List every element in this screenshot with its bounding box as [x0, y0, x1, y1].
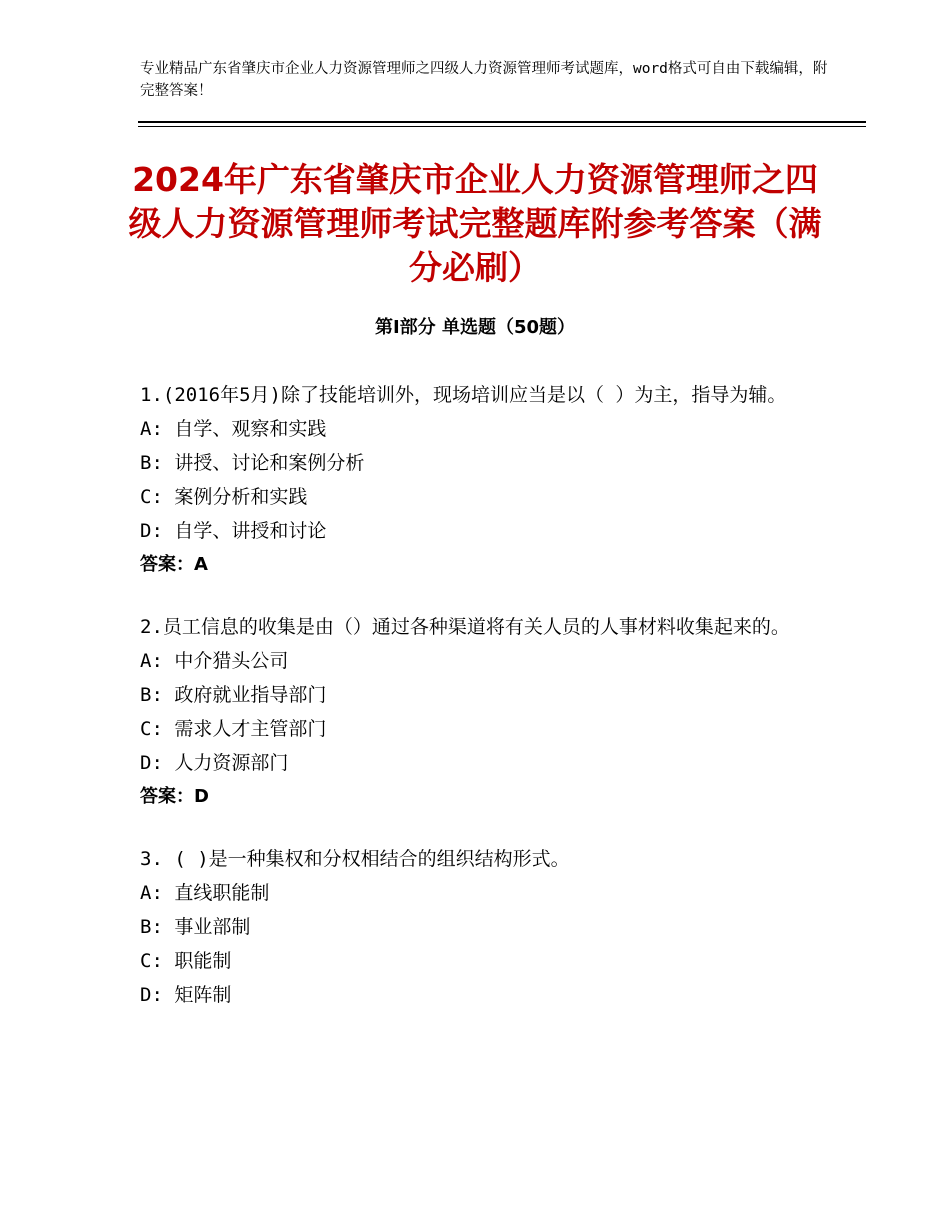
- question-stem: 2.员工信息的收集是由（）通过各种渠道将有关人员的人事材料收集起来的。: [140, 616, 790, 638]
- option-d: D: 人力资源部门: [140, 752, 289, 774]
- option-c: C: 职能制: [140, 950, 232, 972]
- answer: 答案：A: [140, 554, 208, 575]
- option-d: D: 矩阵制: [140, 984, 232, 1006]
- header-rule-thin: [138, 126, 866, 127]
- option-a: A: 中介猎头公司: [140, 650, 289, 672]
- question-1: [140, 378, 820, 582]
- option-d: D: 自学、讲授和讨论: [140, 520, 327, 542]
- option-b: B: 政府就业指导部门: [140, 684, 327, 706]
- option-a: A: 直线职能制: [140, 882, 270, 904]
- header-note: 专业精品广东省肇庆市企业人力资源管理师之四级人力资源管理师考试题库，word格式可自由下载编辑，附完整答案！: [140, 61, 828, 99]
- section-heading: 第Ⅰ部分 单选题（50题）: [374, 317, 575, 338]
- option-b: B: 事业部制: [140, 916, 251, 938]
- option-c: C: 需求人才主管部门: [140, 718, 327, 740]
- answer: 答案：D: [140, 786, 209, 807]
- header-rule-thick: [138, 121, 866, 123]
- option-a: A: 自学、观察和实践: [140, 418, 327, 440]
- document-title: 2024年广东省肇庆市企业人力资源管理师之四级人力资源管理师考试完整题库附参考答案（满分必刷）: [128, 160, 822, 287]
- question-stem: 3. ( )是一种集权和分权相结合的组织结构形式。: [140, 848, 570, 870]
- option-c: C: 案例分析和实践: [140, 486, 308, 508]
- question-2: [140, 610, 820, 814]
- option-b: B: 讲授、讨论和案例分析: [140, 452, 365, 474]
- question-3: [140, 842, 820, 1012]
- question-stem: 1.(2016年5月)除了技能培训外，现场培训应当是以（ ）为主，指导为辅。: [140, 384, 787, 406]
- question-list: [140, 378, 820, 1040]
